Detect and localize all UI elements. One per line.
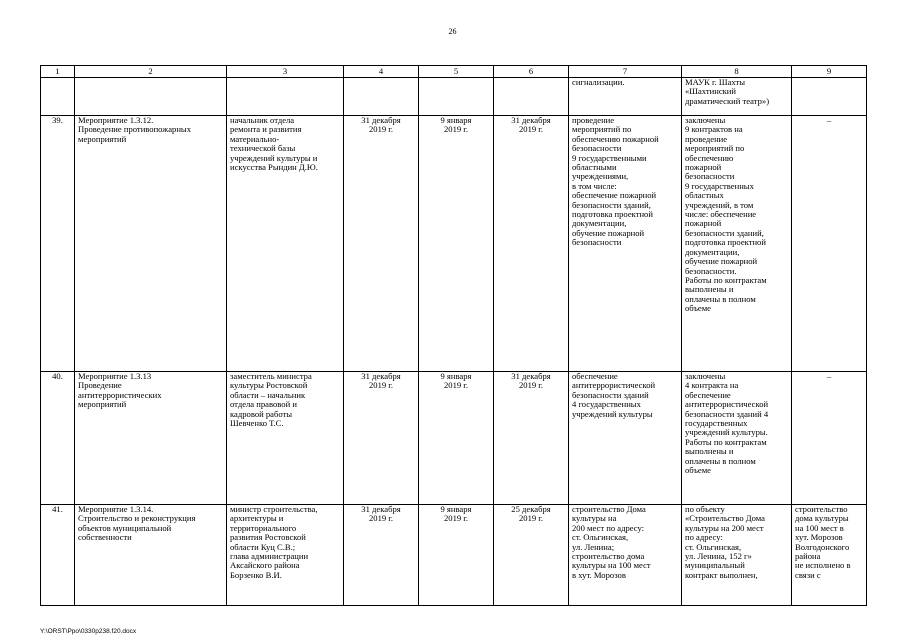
row-number: 41.: [41, 505, 75, 606]
report-table: [40, 65, 867, 606]
responsible-cell: начальник отдела ремонта и развития материально- технической базы учреждений культуры и искусства Рындин Д.Ю.: [227, 116, 344, 372]
column-header: 6: [494, 66, 569, 78]
problems-cell: строительство дома культуры на 100 мест в хут. Морозов Волгодонского района не исполнено в связи с: [792, 505, 867, 606]
expected-result-cell: проведение мероприятий по обеспечению пожарной безопасности 9 государственными областными учреждениями, в том числе: обеспечение пожарной безопасности зданий, подготовка проектной документации, обучение пожарной безопасности: [569, 116, 682, 372]
column-header: 3: [227, 66, 344, 78]
column-header: 2: [75, 66, 227, 78]
expected-result-cell: строительство Дома культуры на 200 мест по адресу: ст. Ольгинская, ул. Ленина; строительство дома культуры на 100 мест в хут. Морозов: [569, 505, 682, 606]
achieved-result-cell: по объекту «Строительство Дома культуры на 200 мест по адресу: ст. Ольгинская, ул. Ленина, 152 г» муниципальный контракт выполнен,: [682, 505, 792, 606]
table-row: [41, 116, 867, 372]
plan-start-cell: 31 декабря 2019 г.: [344, 116, 419, 372]
event-cell: Мероприятие 1.3.12. Проведение противопожарных мероприятий: [75, 116, 227, 372]
responsible-cell: заместитель министра культуры Ростовской области – начальник отдела правовой и кадровой работы Шевченко Т.С.: [227, 372, 344, 505]
page-number: 26: [448, 27, 457, 36]
achieved-result-cell: заключены 4 контракта на обеспечение антитеррористической безопасности зданий 4 государственных учреждений культуры. Работы по контрактам выполнены и оплачены в полном объеме: [682, 372, 792, 505]
row-number: 40.: [41, 372, 75, 505]
expected-result-cell: обеспечение антитеррористической безопасности зданий 4 государственных учреждений культуры: [569, 372, 682, 505]
responsible-cell: министр строительства, архитектуры и территориального развития Ростовской области Куц С.В.; глава администрации Аксайского района Борзенко В.И.: [227, 505, 344, 606]
row-number: 39.: [41, 116, 75, 372]
column-header: 7: [569, 66, 682, 78]
column-number-row: [41, 66, 867, 78]
fact-start-cell: 9 января 2019 г.: [419, 372, 494, 505]
table-row: [41, 505, 867, 606]
column-header: 5: [419, 66, 494, 78]
table-row: [41, 372, 867, 505]
event-cell: Мероприятие 1.3.13 Проведение антитеррористических мероприятий: [75, 372, 227, 505]
fact-start-cell: 9 января 2019 г.: [419, 116, 494, 372]
plan-end-cell: 31 декабря 2019 г.: [494, 116, 569, 372]
event-cell: Мероприятие 1.3.14. Строительство и реконструкция объектов муниципальной собственности: [75, 505, 227, 606]
continuation-row: [41, 78, 867, 116]
plan-end-cell: 31 декабря 2019 г.: [494, 372, 569, 505]
continuation-expected: сигнализации.: [569, 78, 682, 116]
plan-start-cell: 31 декабря 2019 г.: [344, 505, 419, 606]
column-header: 8: [682, 66, 792, 78]
achieved-result-cell: заключены 9 контрактов на проведение мероприятий по обеспечению пожарной безопасности 9 государственных областных учреждений, в том числе: обеспечение пожарной безопасности зданий, подготовка проектной документации, обучение пожарной безопасности. Работы по контрактам выполнены и оплачены в полном объеме: [682, 116, 792, 372]
column-header: 9: [792, 66, 867, 78]
file-path-footer: Y:\ORST\Ppo\0330p238.f20.docx: [40, 628, 137, 635]
column-header: 4: [344, 66, 419, 78]
problems-cell: –: [792, 372, 867, 505]
plan-end-cell: 25 декабря 2019 г.: [494, 505, 569, 606]
fact-start-cell: 9 января 2019 г.: [419, 505, 494, 606]
plan-start-cell: 31 декабря 2019 г.: [344, 372, 419, 505]
column-header: 1: [41, 66, 75, 78]
continuation-achieved: МАУК г. Шахты «Шахтинский драматический театр»): [682, 78, 792, 116]
problems-cell: –: [792, 116, 867, 372]
